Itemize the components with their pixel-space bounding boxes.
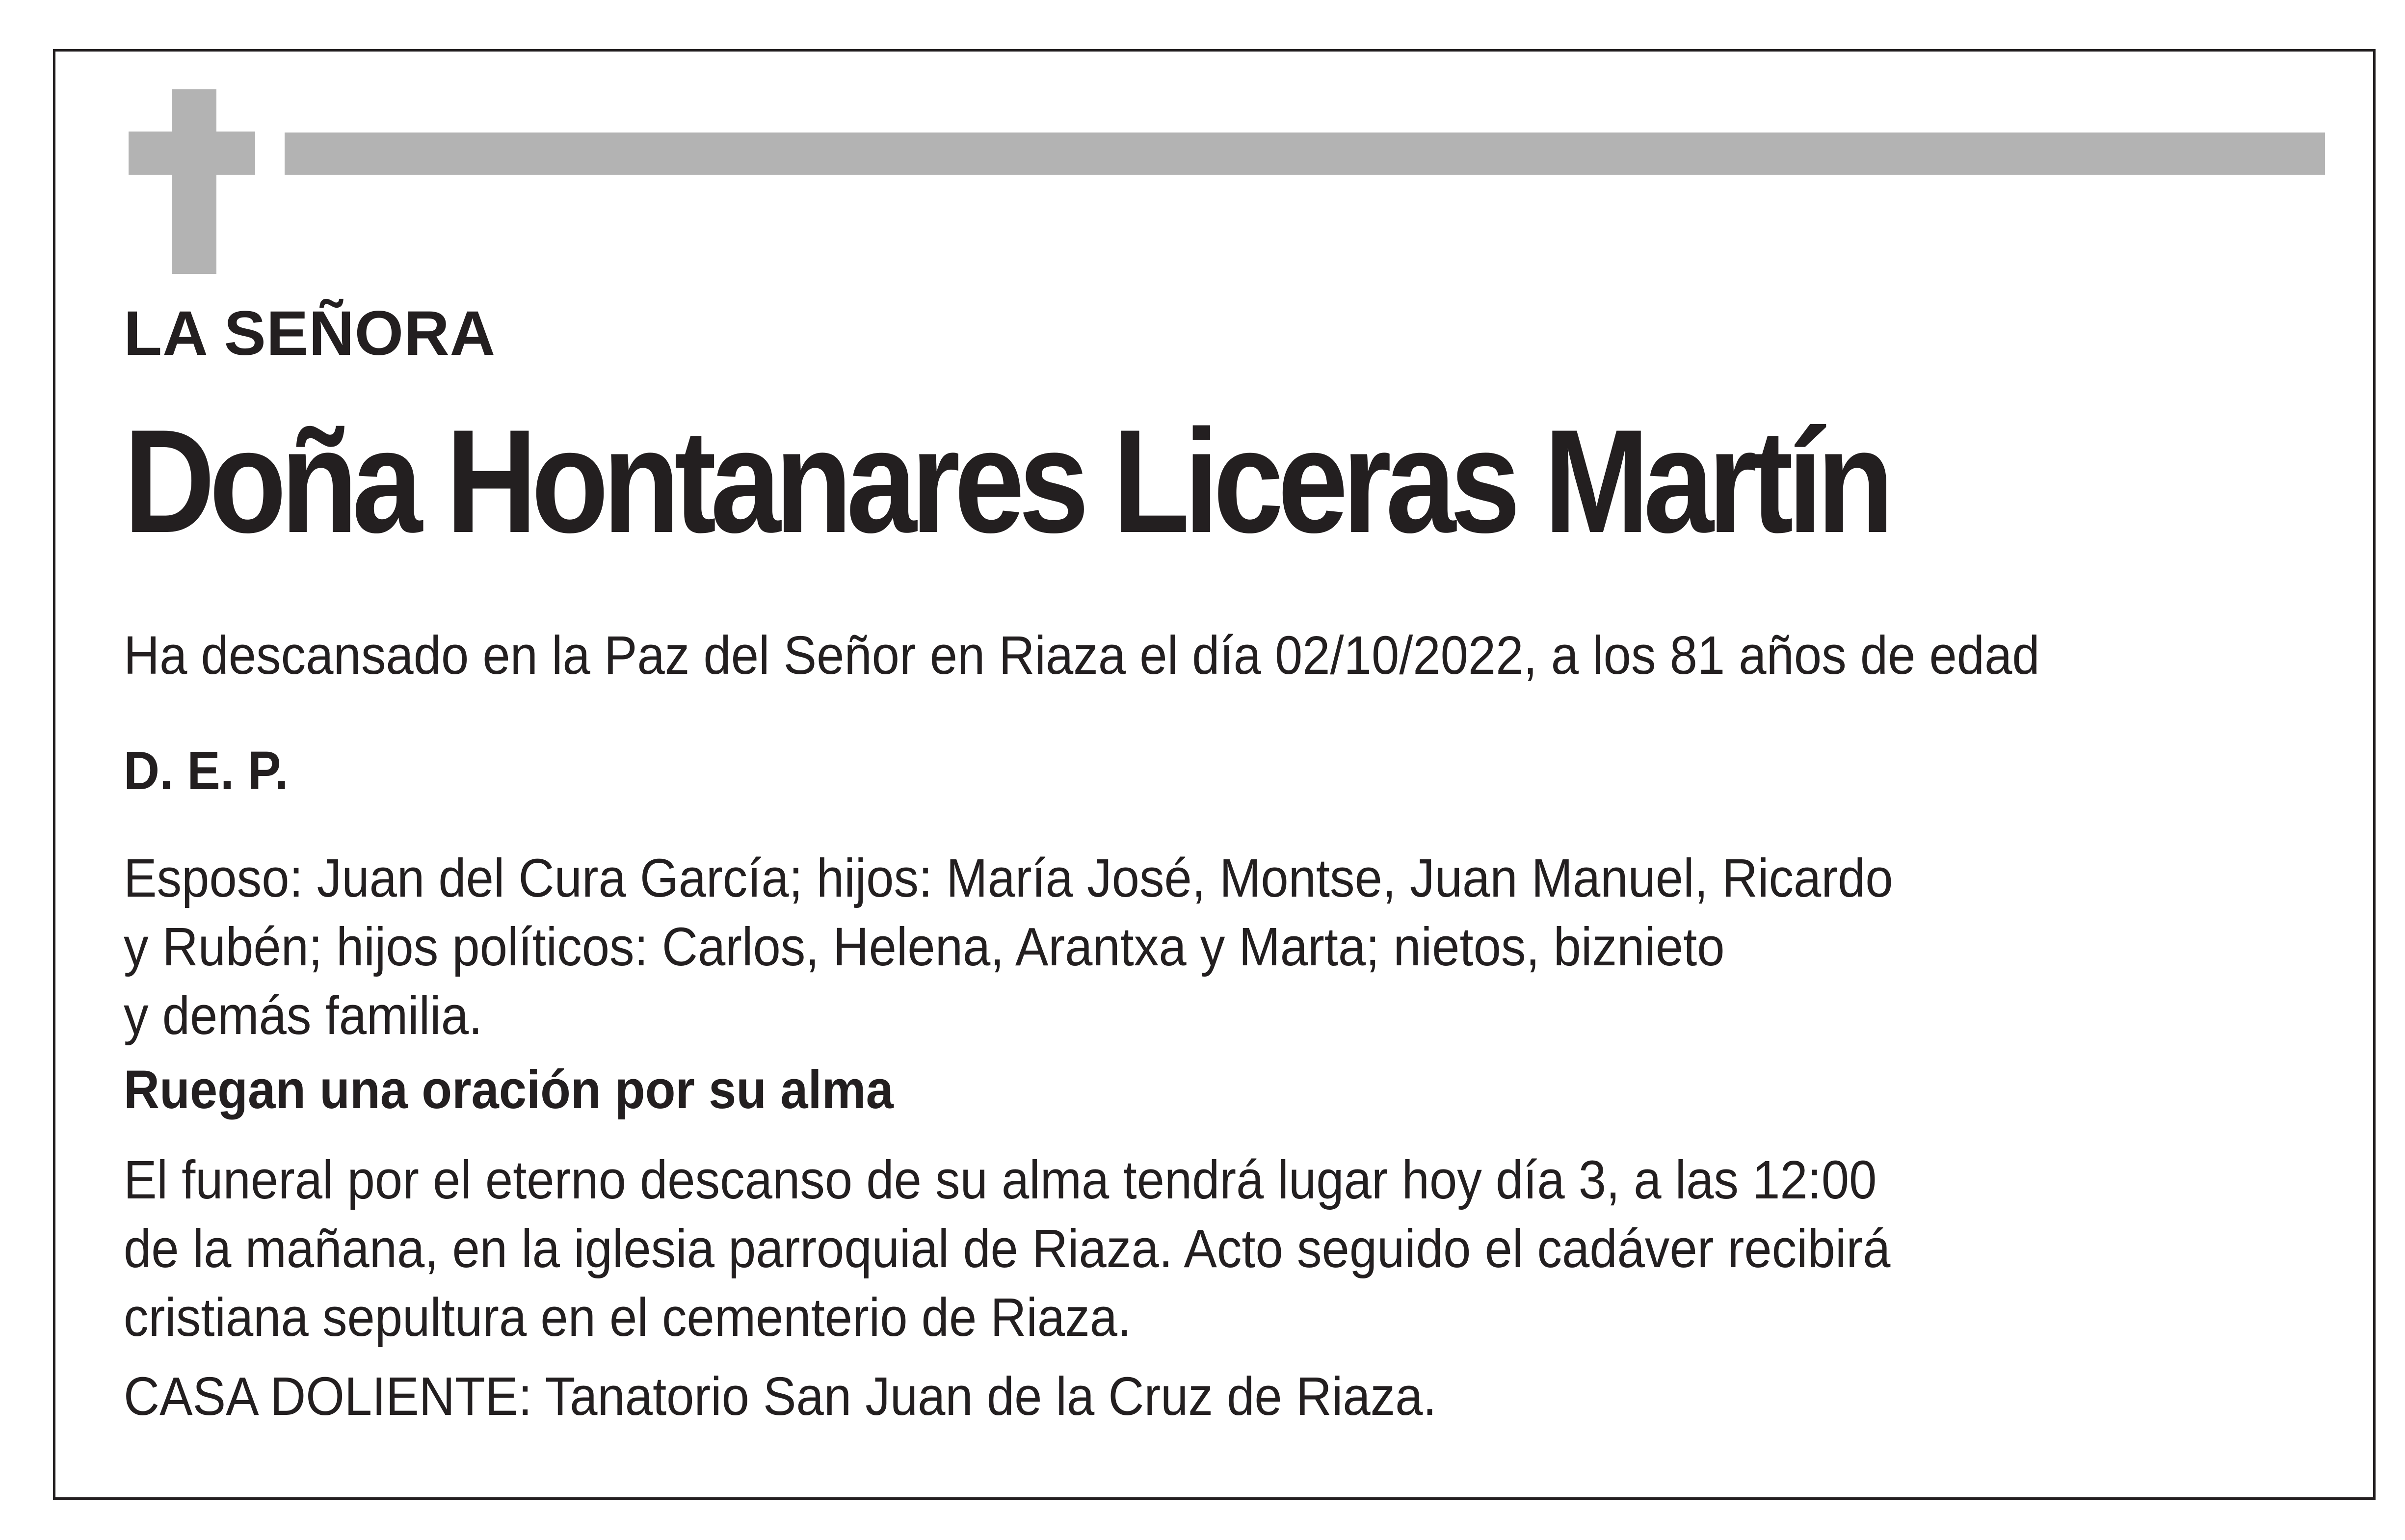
house-line: CASA DOLIENTE: Tanatorio San Juan de la Cruz de Riaza. [124, 1366, 1437, 1427]
family-line: y demás familia. [124, 985, 483, 1046]
cross-icon-vertical [172, 89, 216, 274]
dep-line: D. E. P. [124, 741, 289, 801]
deceased-name: Doña Hontanares Liceras Martín [124, 398, 1888, 563]
cross-icon-horizontal [129, 132, 255, 175]
overline-title: LA SEÑORA [124, 298, 496, 369]
funeral-block [124, 1146, 2044, 1352]
header-rule [285, 133, 2325, 175]
family-line: Esposo: Juan del Cura García; hijos: María José, Montse, Juan Manuel, Ricardo [124, 848, 1893, 908]
family-line: y Rubén; hijos políticos: Carlos, Helena, Arantxa y Marta; nietos, biznieto [124, 917, 1725, 977]
funeral-line: El funeral por el eterno descanso de su alma tendrá lugar hoy día 3, a las 12:00 [124, 1150, 1877, 1210]
family-block [124, 844, 2047, 1050]
funeral-line: de la mañana, en la iglesia parroquial de Riaza. Acto seguido el cadáver recibirá [124, 1219, 1891, 1279]
funeral-line: cristiana sepultura en el cementerio de Riaza. [124, 1287, 1132, 1348]
date-line: Ha descansado en la Paz del Señor en Riaza el día 02/10/2022, a los 81 años de edad [124, 625, 2040, 686]
prayer-line: Ruegan una oración por su alma [124, 1060, 894, 1120]
